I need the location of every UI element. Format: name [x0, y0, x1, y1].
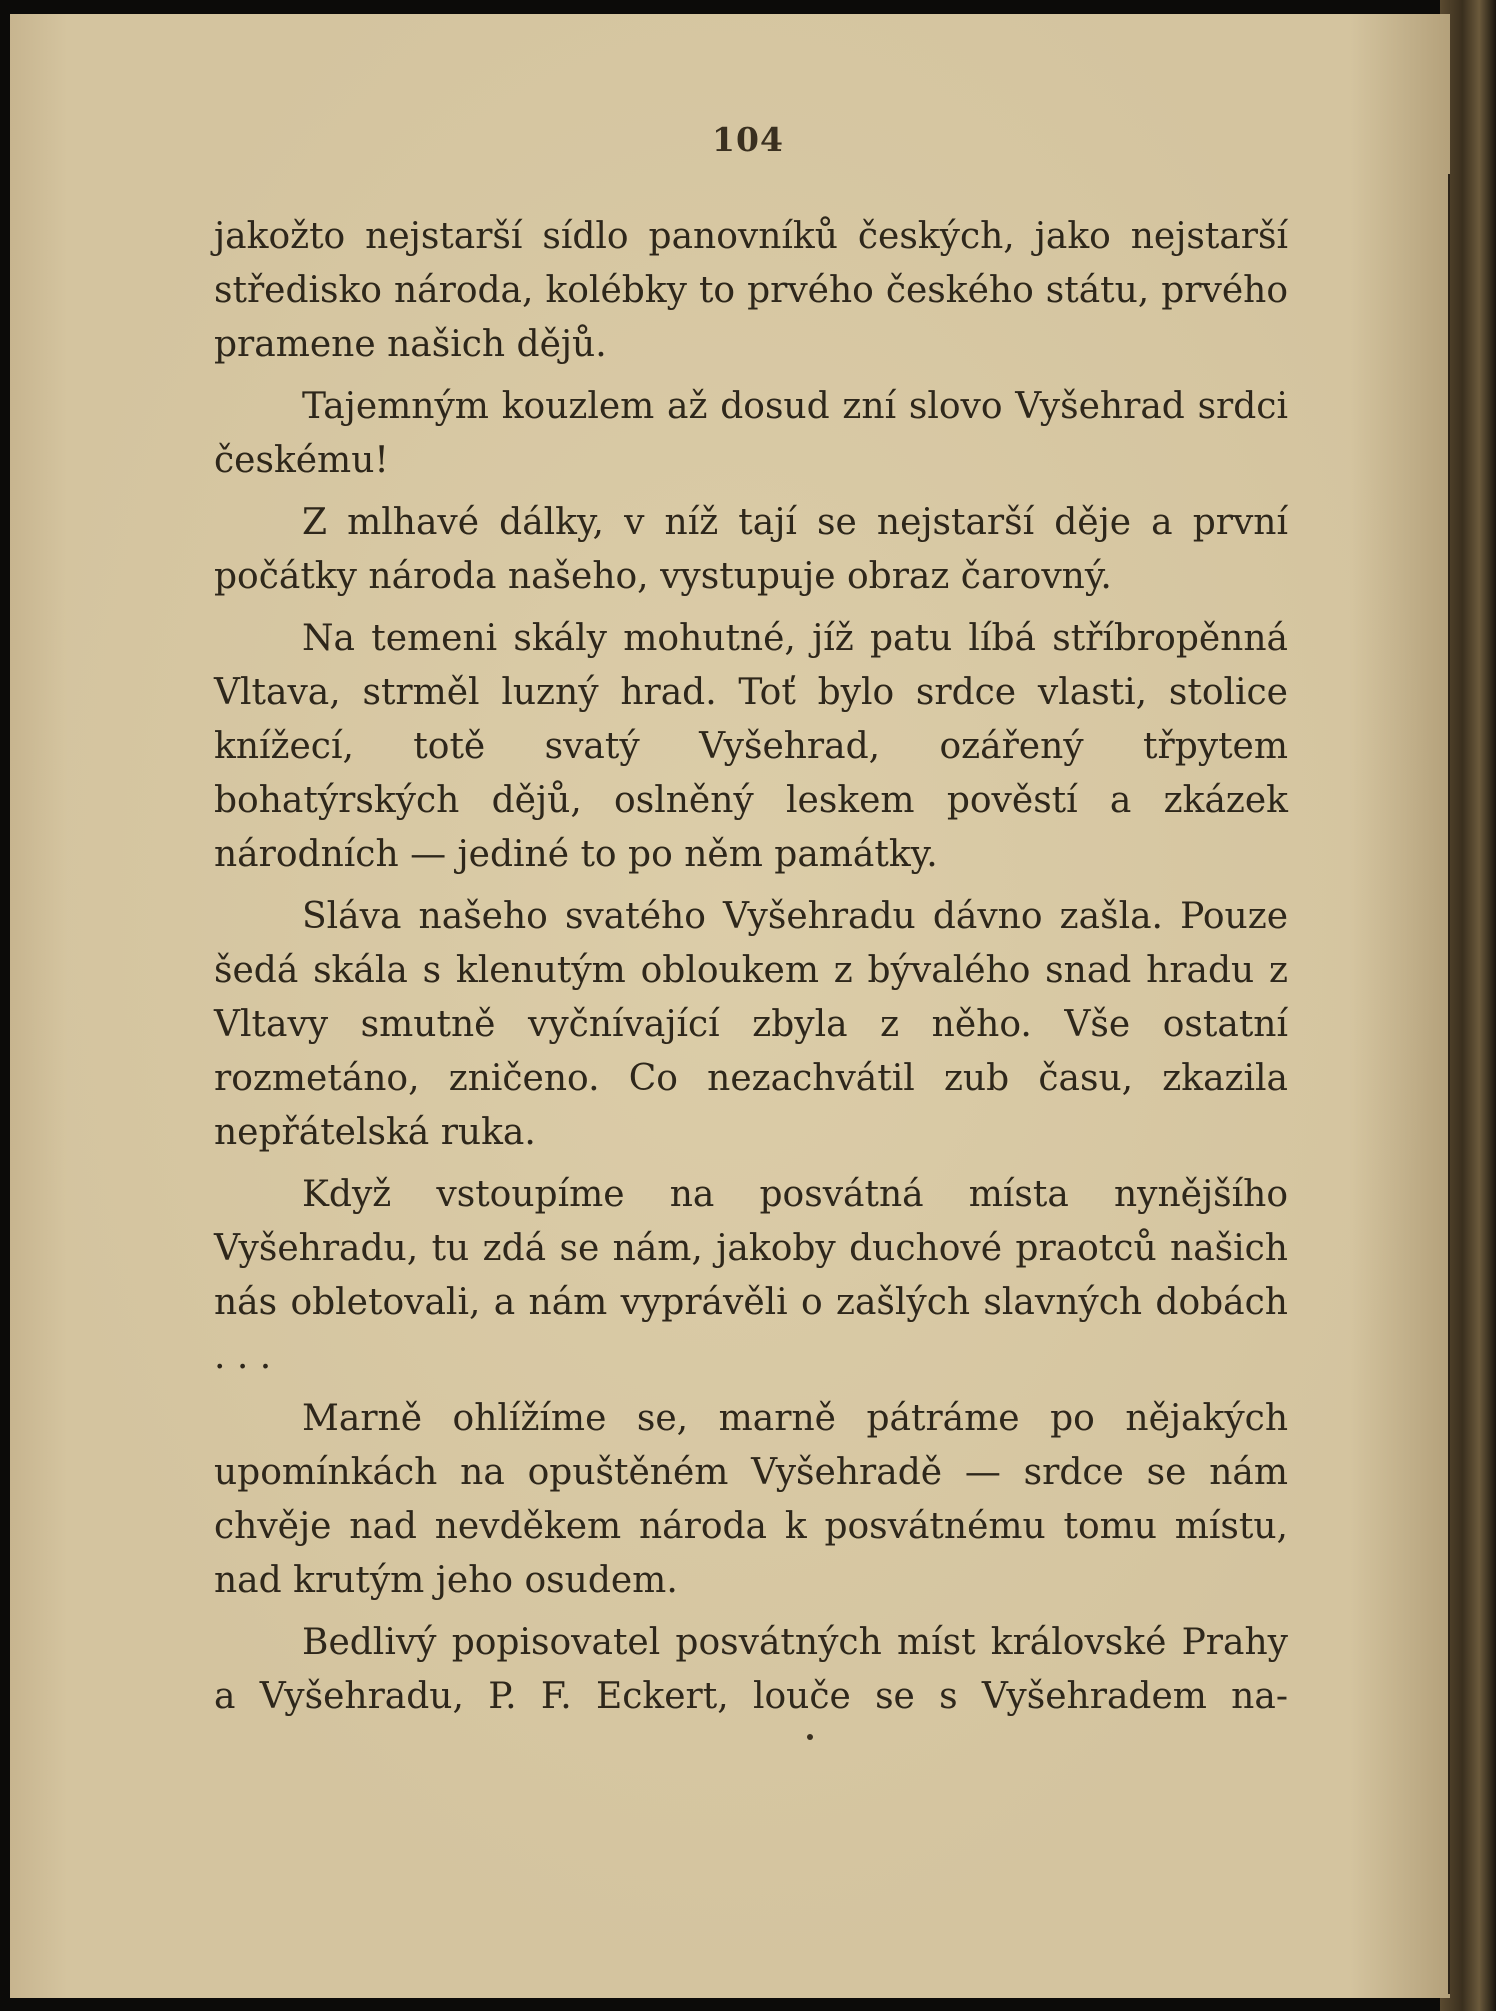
paragraph-6: Když vstoupíme na posvátná místa nynějšího Vyšehradu, tu zdá se nám, jakoby duchové praotců našich nás obletovali, a nám vyprávěli o zašlých slavných dobách . . .	[214, 1174, 1288, 1377]
paragraph-2: Tajemným kouzlem až dosud zní slovo Vyšehrad srdci českému!	[214, 386, 1288, 481]
paragraph-1: jakožto nejstarší sídlo panovníků českých, jako nejstarší středisko národa, kolébky to prvého českého státu, prvého pramene našich dějů.	[214, 216, 1288, 365]
page-edge-shadow	[1448, 174, 1450, 1994]
ink-speck	[807, 1734, 813, 1740]
paragraph-7: Marně ohlížíme se, marně pátráme po nějakých upomínkách na opuštěném Vyšehradě — srdce se nám chvěje nad nevděkem národa k posvátnému tomu místu, nad krutým jeho osudem.	[214, 1398, 1288, 1601]
page-body	[214, 210, 1288, 1732]
paragraph-3: Z mlhavé dálky, v níž tají se nejstarší děje a první počátky národa našeho, vystupuje obraz čarovný.	[214, 502, 1288, 597]
paragraph-8: Bedlivý popisovatel posvátných míst královské Prahy a Vyšehradu, P. F. Eckert, louče se s Vyšehradem na-	[214, 1622, 1288, 1717]
paragraph-4: Na temeni skály mohutné, jíž patu líbá stříbropěnná Vltava, strměl luzný hrad. Toť bylo srdce vlasti, stolice knížecí, totě svatý Vyšehrad, ozářený třpytem bohatýrských dějů, oslněný leskem pověstí a zkázek národních — jediné to po něm památky.	[214, 618, 1288, 875]
paragraph-5: Sláva našeho svatého Vyšehradu dávno zašla. Pouze šedá skála s klenutým obloukem z bývalého snad hradu z Vltavy smutně vyčnívající zbyla z něho. Vše ostatní rozmetáno, zničeno. Co nezachvátil zub času, zkazila nepřátelská ruka.	[214, 896, 1288, 1153]
page-number: 104	[712, 120, 784, 159]
